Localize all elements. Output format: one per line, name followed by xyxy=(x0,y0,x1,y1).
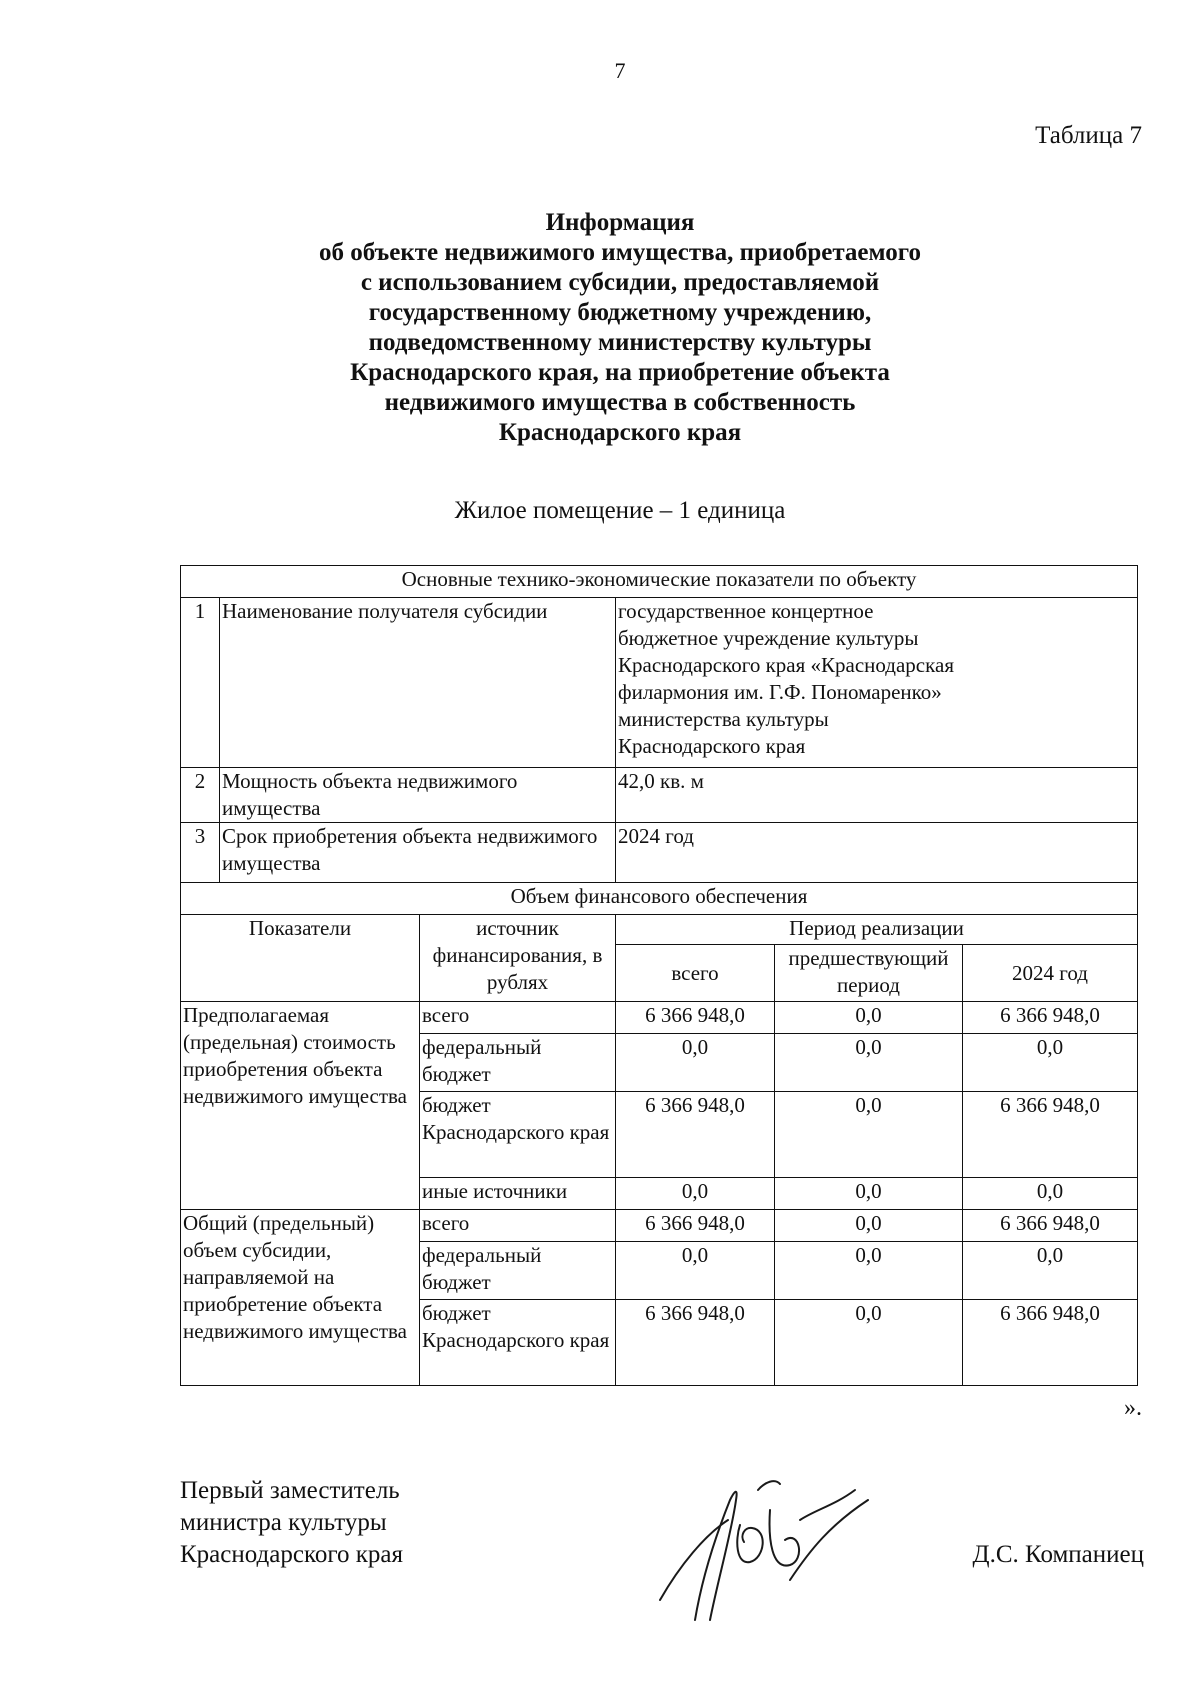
page-number: 7 xyxy=(614,58,626,83)
handwritten-signature xyxy=(640,1470,870,1630)
signer-position-line: министра культуры xyxy=(180,1509,387,1536)
header-previous: предшествующий период xyxy=(775,945,963,1002)
previous-cell: 0,0 xyxy=(775,1178,963,1210)
year-cell: 0,0 xyxy=(963,1242,1138,1300)
source-cell: федеральный бюджет xyxy=(420,1034,616,1092)
source-cell: бюджет Краснодарского края xyxy=(420,1300,616,1386)
row-value: 42,0 кв. м xyxy=(616,768,1138,823)
signer-position-line: Краснодарского края xyxy=(180,1541,403,1568)
section-header-indicators: Основные технико-экономические показатели по объекту xyxy=(181,566,1138,598)
value-line: Краснодарского края «Краснодарская xyxy=(618,653,954,677)
previous-cell: 0,0 xyxy=(775,1092,963,1178)
row-label: Срок приобретения объекта недвижимого имущества xyxy=(220,823,616,883)
indicators-table xyxy=(180,565,1138,1386)
title-line: с использованием субсидии, предоставляемой xyxy=(360,269,880,296)
total-cell: 6 366 948,0 xyxy=(616,1210,775,1242)
title-line: подведомственному министерству культуры xyxy=(368,329,872,356)
value-line: бюджетное учреждение культуры xyxy=(618,626,919,650)
header-indicators: Показатели xyxy=(181,915,420,1002)
total-cell: 6 366 948,0 xyxy=(616,1300,775,1386)
section-header-finance: Объем финансового обеспечения xyxy=(181,883,1138,915)
source-cell: федеральный бюджет xyxy=(420,1242,616,1300)
row-label: Наименование получателя субсидии xyxy=(220,598,616,768)
title-line: Краснодарского края, на приобретение объекта xyxy=(350,359,890,386)
value-line: государственное концертное xyxy=(618,599,874,623)
source-cell: всего xyxy=(420,1002,616,1034)
signer-name: Д.С. Компаниец xyxy=(972,1541,1144,1568)
value-line: филармония им. Г.Ф. Пономаренко» xyxy=(618,680,942,704)
group-label: Предполагаемая (предельная) стоимость приобретения объекта недвижимого имущества xyxy=(181,1002,420,1210)
year-cell: 0,0 xyxy=(963,1034,1138,1092)
value-line: Краснодарского края xyxy=(618,734,806,758)
object-subtitle: Жилое помещение – 1 единица xyxy=(454,497,786,524)
header-year: 2024 год xyxy=(963,945,1138,1002)
header-source: источник финансирования, в рублях xyxy=(420,915,616,1002)
row-number: 3 xyxy=(181,823,220,883)
title-line: государственному бюджетному учреждению, xyxy=(368,299,872,326)
source-cell: иные источники xyxy=(420,1178,616,1210)
group-label: Общий (предельный) объем субсидии, направляемой на приобретение объекта недвижимого имущества xyxy=(181,1210,420,1386)
row-value: 2024 год xyxy=(616,823,1138,883)
row-number: 2 xyxy=(181,768,220,823)
title-line: об объекте недвижимого имущества, приобретаемого xyxy=(319,239,921,266)
value-line: министерства культуры xyxy=(618,707,829,731)
row-number: 1 xyxy=(181,598,220,768)
header-total: всего xyxy=(616,945,775,1002)
total-cell: 0,0 xyxy=(616,1242,775,1300)
row-label: Мощность объекта недвижимого имущества xyxy=(220,768,616,823)
total-cell: 6 366 948,0 xyxy=(616,1002,775,1034)
document-title xyxy=(0,208,1200,448)
year-cell: 6 366 948,0 xyxy=(963,1092,1138,1178)
title-line: Информация xyxy=(545,209,695,236)
year-cell: 6 366 948,0 xyxy=(963,1300,1138,1386)
closing-quote: ». xyxy=(1124,1395,1142,1421)
previous-cell: 0,0 xyxy=(775,1002,963,1034)
total-cell: 6 366 948,0 xyxy=(616,1092,775,1178)
total-cell: 0,0 xyxy=(616,1178,775,1210)
source-cell: бюджет Краснодарского края xyxy=(420,1092,616,1178)
previous-cell: 0,0 xyxy=(775,1210,963,1242)
year-cell: 6 366 948,0 xyxy=(963,1210,1138,1242)
previous-cell: 0,0 xyxy=(775,1034,963,1092)
year-cell: 0,0 xyxy=(963,1178,1138,1210)
total-cell: 0,0 xyxy=(616,1034,775,1092)
row-value xyxy=(616,598,1138,768)
year-cell: 6 366 948,0 xyxy=(963,1002,1138,1034)
previous-cell: 0,0 xyxy=(775,1300,963,1386)
header-period: Период реализации xyxy=(616,915,1138,945)
previous-cell: 0,0 xyxy=(775,1242,963,1300)
title-line: Краснодарского края xyxy=(498,419,742,446)
signer-position-line: Первый заместитель xyxy=(180,1477,400,1504)
table-label: Таблица 7 xyxy=(1035,122,1142,149)
signer-position xyxy=(180,1475,403,1571)
title-line: недвижимого имущества в собственность xyxy=(384,389,856,416)
source-cell: всего xyxy=(420,1210,616,1242)
